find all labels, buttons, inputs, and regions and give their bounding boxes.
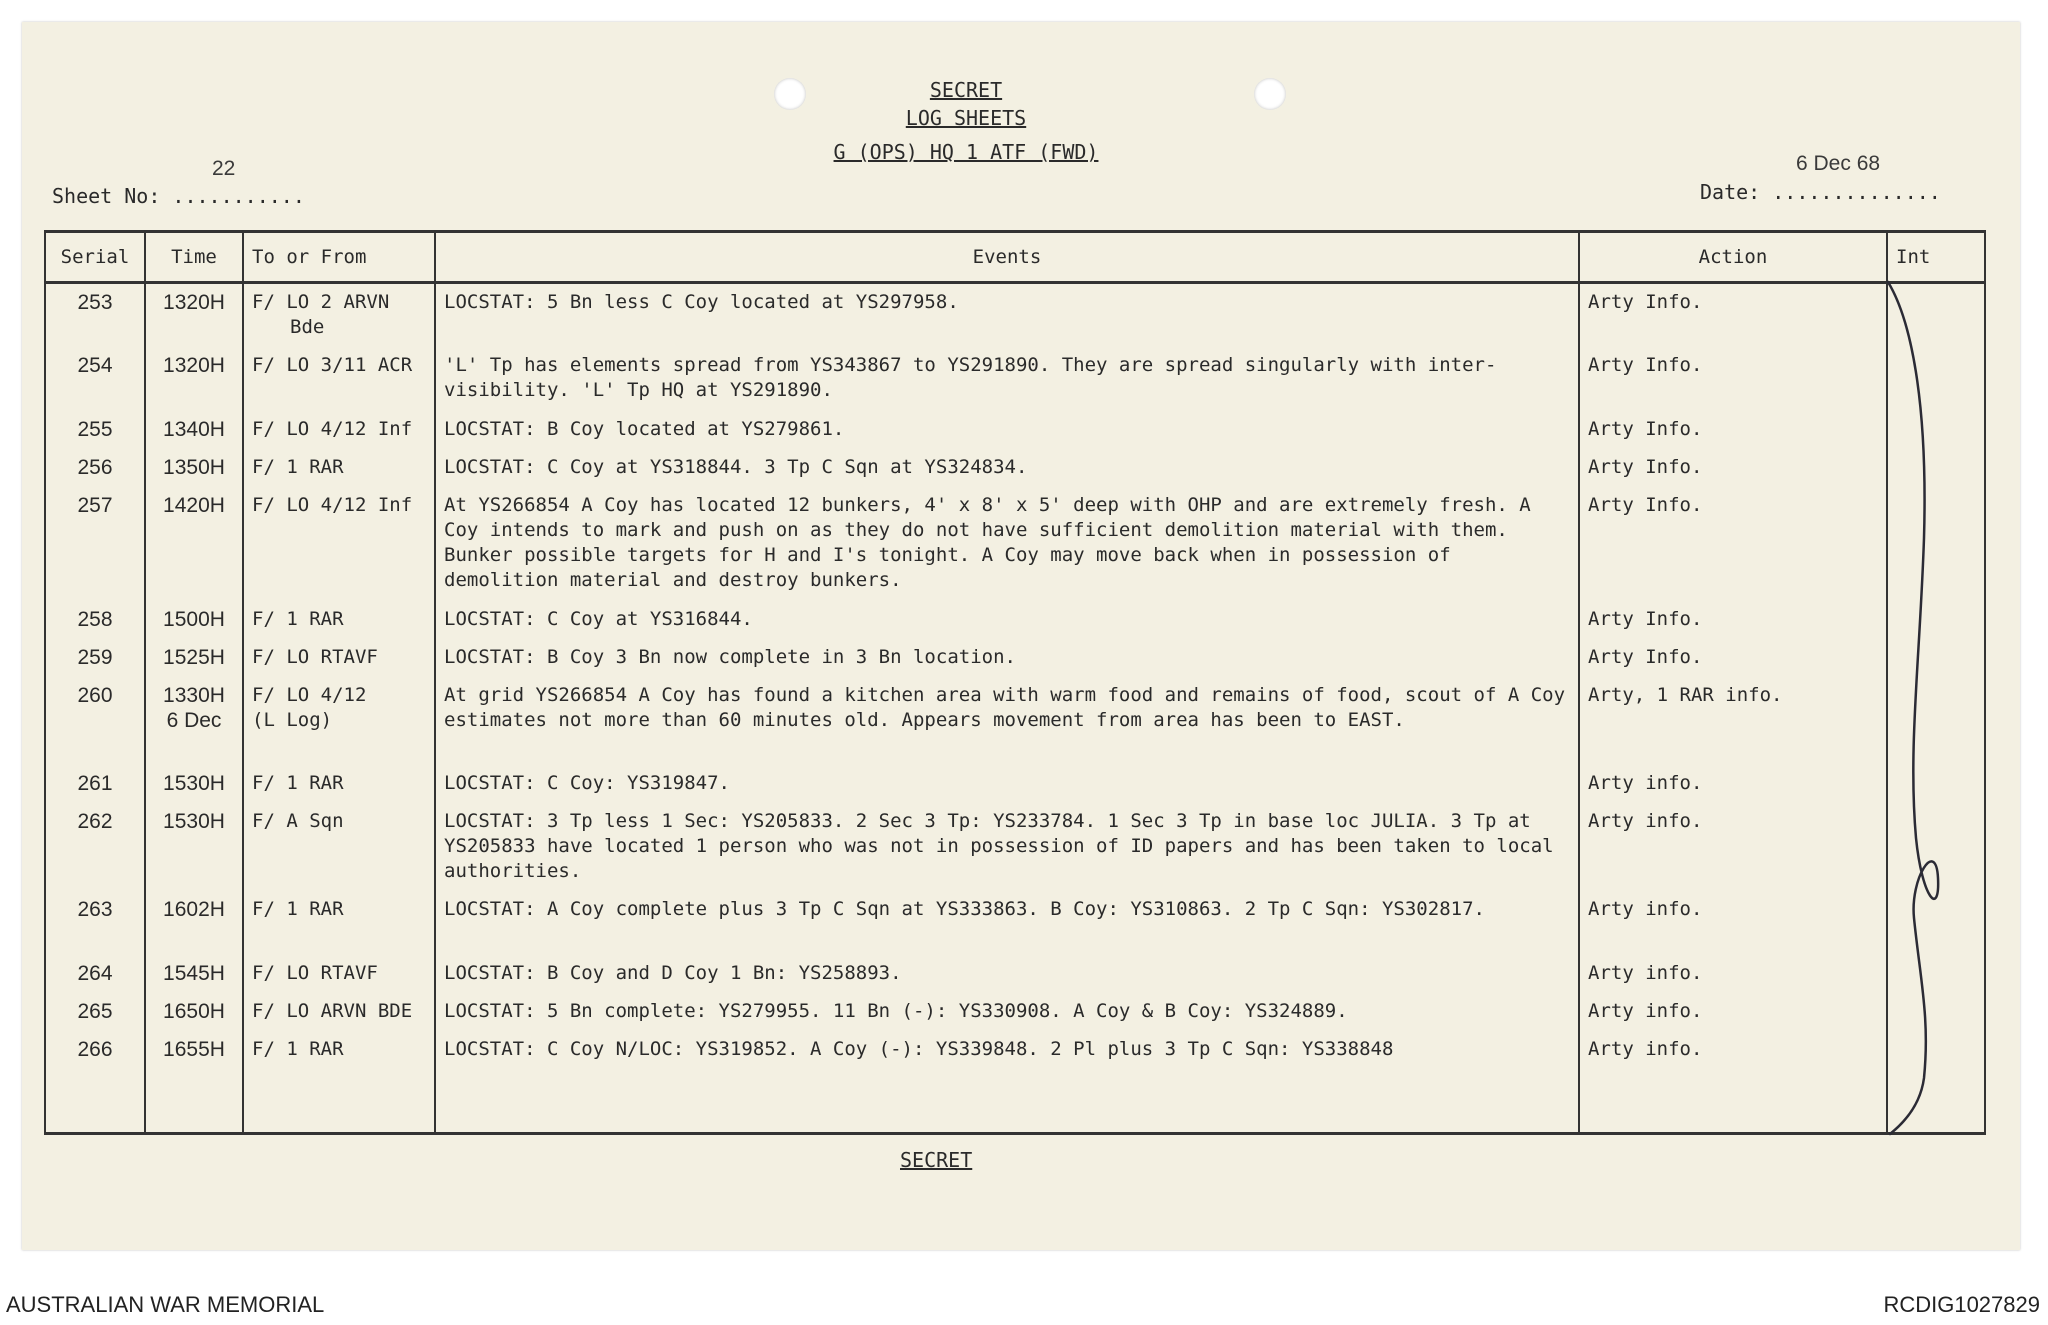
serial-cell: 266 xyxy=(45,1031,145,1134)
date-label: Date: .............. xyxy=(1700,180,1941,204)
from-cell xyxy=(243,765,435,803)
table-row xyxy=(45,677,1985,765)
events-cell: LOCSTAT: C Coy at YS318844. 3 Tp C Sqn at YS324834. xyxy=(435,449,1579,487)
from-cell xyxy=(243,677,435,765)
serial-cell: 264 xyxy=(45,955,145,993)
column-header: Action xyxy=(1579,232,1887,283)
document-title: LOG SHEETS xyxy=(905,106,1027,130)
serial-cell: 254 xyxy=(45,347,145,411)
time-value: 1655H xyxy=(163,1037,225,1061)
time-value: 1530H xyxy=(163,809,225,833)
time-cell xyxy=(145,955,243,993)
time-cell xyxy=(145,765,243,803)
handwritten-bracket-mark xyxy=(1880,278,1960,1138)
from-cell xyxy=(243,487,435,601)
time-value: 1350H xyxy=(163,455,225,479)
from-value: F/ 1 RAR xyxy=(252,1037,344,1060)
action-cell: Arty Info. xyxy=(1579,601,1887,639)
action-cell: Arty info. xyxy=(1579,1031,1887,1134)
events-cell: LOCSTAT: C Coy: YS319847. xyxy=(435,765,1579,803)
action-cell: Arty info. xyxy=(1579,993,1887,1031)
action-cell: Arty Info. xyxy=(1579,347,1887,411)
time-value: 1650H xyxy=(163,999,225,1023)
serial-cell: 262 xyxy=(45,803,145,891)
column-header: Time xyxy=(145,232,243,283)
serial-cell: 255 xyxy=(45,411,145,449)
serial-cell: 253 xyxy=(45,283,145,347)
events-cell: LOCSTAT: B Coy and D Coy 1 Bn: YS258893. xyxy=(435,955,1579,993)
action-cell: Arty info. xyxy=(1579,765,1887,803)
events-cell: LOCSTAT: C Coy at YS316844. xyxy=(435,601,1579,639)
from-cell xyxy=(243,803,435,891)
serial-cell: 263 xyxy=(45,891,145,955)
events-cell: LOCSTAT: B Coy located at YS279861. xyxy=(435,411,1579,449)
time-value: 1320H xyxy=(163,291,225,314)
from-value: F/ 1 RAR xyxy=(252,455,344,478)
log-table xyxy=(44,230,1986,1135)
serial-cell: 261 xyxy=(45,765,145,803)
from-cell xyxy=(243,639,435,677)
column-header: To or From xyxy=(243,232,435,283)
action-cell: Arty Info. xyxy=(1579,449,1887,487)
sheet-number-value: 22 xyxy=(212,157,236,180)
from-value: F/ LO ARVN BDE xyxy=(252,999,413,1022)
action-cell: Arty Info. xyxy=(1579,639,1887,677)
punch-hole xyxy=(774,78,806,110)
from-value: F/ LO RTAVF xyxy=(252,961,378,984)
column-header: Serial xyxy=(45,232,145,283)
time-value: 1525H xyxy=(163,645,225,669)
from-cell xyxy=(243,283,435,347)
archive-id: RCDIG1027829 xyxy=(1883,1292,2040,1317)
from-value: F/ LO 3/11 ACR xyxy=(252,353,413,376)
table-row xyxy=(45,449,1985,487)
from-cell xyxy=(243,449,435,487)
from-value: F/ LO 4/12 Inf xyxy=(252,417,413,440)
from-cell xyxy=(243,993,435,1031)
events-cell: LOCSTAT: 3 Tp less 1 Sec: YS205833. 2 Sec 3 Tp: YS233784. 1 Sec 3 Tp in base loc JULIA. 3 Tp at YS205833 have located 1 person who was not in possession of ID papers and has been taken to local authorities. xyxy=(435,803,1579,891)
events-cell: LOCSTAT: A Coy complete plus 3 Tp C Sqn at YS333863. B Coy: YS310863. 2 Tp C Sqn: YS302817. xyxy=(435,891,1579,955)
from-value: F/ LO RTAVF xyxy=(252,645,378,668)
action-cell: Arty Info. xyxy=(1579,283,1887,347)
table-row xyxy=(45,347,1985,411)
time-cell xyxy=(145,677,243,765)
time-cell xyxy=(145,639,243,677)
action-cell: Arty Info. xyxy=(1579,411,1887,449)
events-cell: At grid YS266854 A Coy has found a kitchen area with warm food and remains of food, scout of A Coy estimates not more than 60 minutes old. Appears movement from area has been to EAST. xyxy=(435,677,1579,765)
action-cell: Arty, 1 RAR info. xyxy=(1579,677,1887,765)
column-header: Events xyxy=(435,232,1579,283)
table-row xyxy=(45,487,1985,601)
time-value: 1530H xyxy=(163,771,225,795)
table-row xyxy=(45,1031,1985,1134)
table-row xyxy=(45,639,1985,677)
time-cell xyxy=(145,347,243,411)
time-value: 1602H xyxy=(163,897,225,921)
from-value-2: Bde xyxy=(290,316,325,338)
events-cell: LOCSTAT: C Coy N/LOC: YS319852. A Coy (-): YS339848. 2 Pl plus 3 Tp C Sqn: YS338848 xyxy=(435,1031,1579,1134)
time-cell xyxy=(145,449,243,487)
time-value: 1420H xyxy=(163,493,225,517)
action-cell: Arty info. xyxy=(1579,955,1887,993)
events-cell: 'L' Tp has elements spread from YS343867 to YS291890. They are spread singularly with inter-visibility. 'L' Tp HQ at YS291890. xyxy=(435,347,1579,411)
events-cell: LOCSTAT: B Coy 3 Bn now complete in 3 Bn location. xyxy=(435,639,1579,677)
date-value: 6 Dec 68 xyxy=(1796,152,1881,175)
serial-cell: 257 xyxy=(45,487,145,601)
time-cell xyxy=(145,411,243,449)
classification-top: SECRET xyxy=(929,78,1003,102)
from-value: F/ A Sqn xyxy=(252,809,344,832)
from-value: F/ 1 RAR xyxy=(252,607,344,630)
action-cell: Arty info. xyxy=(1579,803,1887,891)
table-row xyxy=(45,891,1985,955)
time-cell xyxy=(145,993,243,1031)
action-cell: Arty Info. xyxy=(1579,487,1887,601)
time-value: 1545H xyxy=(163,961,225,985)
sheet-number-label: Sheet No: ........... xyxy=(52,184,305,208)
time-value-2: 6 Dec xyxy=(166,708,222,732)
time-cell xyxy=(145,891,243,955)
serial-cell: 258 xyxy=(45,601,145,639)
from-value-2: (L Log) xyxy=(252,708,333,731)
time-value: 1500H xyxy=(163,607,225,631)
from-value: F/ LO 4/12 xyxy=(252,683,367,706)
time-value: 1330H xyxy=(163,683,225,707)
from-value: F/ LO 2 ARVN xyxy=(252,291,390,313)
time-cell xyxy=(145,1031,243,1134)
table-header-row xyxy=(45,232,1985,283)
from-cell xyxy=(243,347,435,411)
table-row xyxy=(45,411,1985,449)
events-cell: At YS266854 A Coy has located 12 bunkers, 4' x 8' x 5' deep with OHP and are extremely fresh. A Coy intends to mark and push on as they do not have sufficient demolition material with them. Bunker possible targets for H and I's tonight. A Coy may move back when in possession of demolition material and destroy bunkers. xyxy=(435,487,1579,601)
from-value: F/ LO 4/12 Inf xyxy=(252,493,413,516)
action-cell: Arty info. xyxy=(1579,891,1887,955)
events-cell: LOCSTAT: 5 Bn less C Coy located at YS297958. xyxy=(435,283,1579,347)
table-row xyxy=(45,993,1985,1031)
time-value: 1340H xyxy=(163,417,225,441)
serial-cell: 259 xyxy=(45,639,145,677)
table-row xyxy=(45,283,1985,347)
punch-hole xyxy=(1254,78,1286,110)
time-cell xyxy=(145,283,243,347)
serial-cell: 256 xyxy=(45,449,145,487)
table-row xyxy=(45,765,1985,803)
table-row xyxy=(45,803,1985,891)
events-cell: LOCSTAT: 5 Bn complete: YS279955. 11 Bn (-): YS330908. A Coy & B Coy: YS324889. xyxy=(435,993,1579,1031)
from-cell xyxy=(243,891,435,955)
from-cell xyxy=(243,411,435,449)
time-cell xyxy=(145,601,243,639)
from-value: F/ 1 RAR xyxy=(252,771,344,794)
table-row xyxy=(45,601,1985,639)
time-cell xyxy=(145,487,243,601)
serial-cell: 260 xyxy=(45,677,145,765)
from-cell xyxy=(243,955,435,993)
time-cell xyxy=(145,803,243,891)
from-cell xyxy=(243,1031,435,1134)
from-cell xyxy=(243,601,435,639)
table-row xyxy=(45,955,1985,993)
archive-credit: AUSTRALIAN WAR MEMORIAL xyxy=(6,1292,325,1317)
classification-bottom: SECRET xyxy=(900,1148,973,1172)
serial-cell: 265 xyxy=(45,993,145,1031)
from-value: F/ 1 RAR xyxy=(252,897,344,920)
unit-heading: G (OPS) HQ 1 ATF (FWD) xyxy=(833,140,1099,164)
time-value: 1320H xyxy=(163,353,225,377)
column-header: Int xyxy=(1887,232,1985,283)
